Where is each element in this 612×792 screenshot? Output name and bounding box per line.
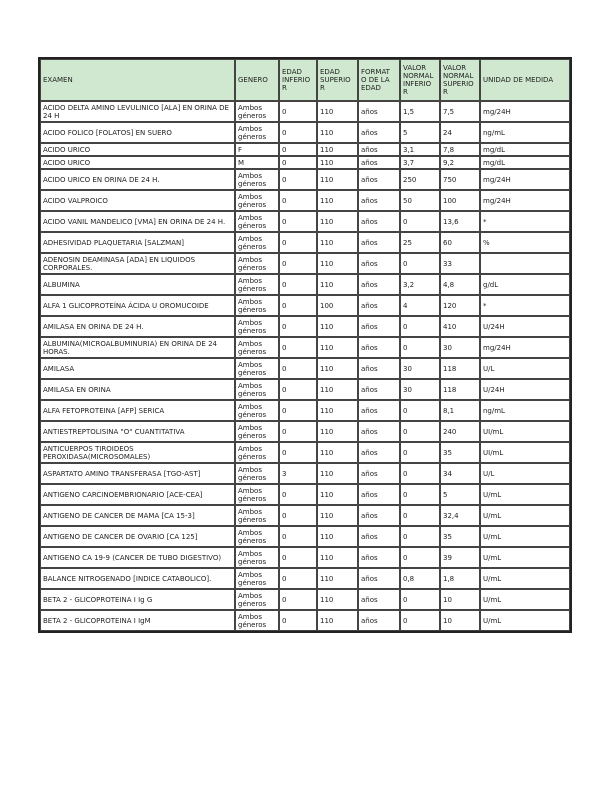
cell-edad-inferior: 0 <box>279 232 317 253</box>
table-row <box>40 547 570 568</box>
cell-valor-normal-inferior: 0 <box>400 547 440 568</box>
cell-edad-superior: 110 <box>317 589 358 610</box>
cell-edad-superior: 110 <box>317 421 358 442</box>
cell-edad-superior: 110 <box>317 232 358 253</box>
cell-formato-edad: años <box>358 547 400 568</box>
cell-valor-normal-superior: 118 <box>440 358 480 379</box>
cell-edad-inferior: 0 <box>279 442 317 463</box>
cell-unidad-medida: mg/24H <box>480 190 570 211</box>
cell-genero: Ambos géneros <box>235 337 279 358</box>
cell-edad-inferior: 3 <box>279 463 317 484</box>
column-header-edad-inferior: EDAD INFERIO R <box>279 59 317 101</box>
table-row <box>40 143 570 156</box>
cell-formato-edad: años <box>358 169 400 190</box>
cell-genero: Ambos géneros <box>235 232 279 253</box>
column-header-unidad-medida: UNIDAD DE MEDIDA <box>480 59 570 101</box>
cell-edad-superior: 110 <box>317 463 358 484</box>
cell-edad-inferior: 0 <box>279 484 317 505</box>
cell-formato-edad: años <box>358 337 400 358</box>
cell-unidad-medida: mg/24H <box>480 337 570 358</box>
cell-formato-edad: años <box>358 379 400 400</box>
cell-genero: Ambos géneros <box>235 526 279 547</box>
cell-edad-superior: 110 <box>317 274 358 295</box>
cell-valor-normal-inferior: 25 <box>400 232 440 253</box>
cell-valor-normal-superior: 410 <box>440 316 480 337</box>
cell-edad-superior: 110 <box>317 484 358 505</box>
cell-edad-inferior: 0 <box>279 274 317 295</box>
cell-edad-inferior: 0 <box>279 547 317 568</box>
cell-formato-edad: años <box>358 484 400 505</box>
cell-genero: F <box>235 143 279 156</box>
cell-edad-superior: 110 <box>317 143 358 156</box>
cell-genero: Ambos géneros <box>235 421 279 442</box>
cell-unidad-medida: UI/mL <box>480 421 570 442</box>
cell-valor-normal-inferior: 4 <box>400 295 440 316</box>
cell-edad-inferior: 0 <box>279 610 317 631</box>
cell-edad-inferior: 0 <box>279 526 317 547</box>
cell-unidad-medida: mg/dL <box>480 143 570 156</box>
column-header-examen: EXAMEN <box>40 59 235 101</box>
cell-genero: Ambos géneros <box>235 484 279 505</box>
cell-unidad-medida: U/L <box>480 358 570 379</box>
cell-valor-normal-inferior: 0 <box>400 505 440 526</box>
cell-formato-edad: años <box>358 610 400 631</box>
cell-examen: BETA 2 - GLICOPROTEINA I Ig G <box>40 589 235 610</box>
cell-valor-normal-superior: 120 <box>440 295 480 316</box>
cell-formato-edad: años <box>358 463 400 484</box>
cell-formato-edad: años <box>358 253 400 274</box>
table-row <box>40 316 570 337</box>
cell-edad-inferior: 0 <box>279 589 317 610</box>
cell-edad-inferior: 0 <box>279 337 317 358</box>
cell-formato-edad: años <box>358 295 400 316</box>
cell-edad-inferior: 0 <box>279 316 317 337</box>
cell-examen: ADENOSIN DEAMINASA [ADA] EN LIQUIDOS CORPORALES. <box>40 253 235 274</box>
cell-valor-normal-superior: 39 <box>440 547 480 568</box>
cell-examen: ACIDO URICO <box>40 156 235 169</box>
cell-genero: Ambos géneros <box>235 442 279 463</box>
table-row <box>40 505 570 526</box>
cell-unidad-medida: * <box>480 295 570 316</box>
cell-edad-superior: 110 <box>317 122 358 143</box>
table-row <box>40 400 570 421</box>
cell-formato-edad: años <box>358 101 400 122</box>
cell-examen: ANTIGENO DE CANCER DE OVARIO [CA 125] <box>40 526 235 547</box>
cell-examen: AMILASA EN ORINA <box>40 379 235 400</box>
cell-examen: ACIDO FOLICO [FOLATOS] EN SUERO <box>40 122 235 143</box>
table-row <box>40 211 570 232</box>
cell-valor-normal-inferior: 1,5 <box>400 101 440 122</box>
header-row <box>40 59 570 101</box>
cell-edad-inferior: 0 <box>279 122 317 143</box>
cell-formato-edad: años <box>358 190 400 211</box>
cell-valor-normal-inferior: 0 <box>400 610 440 631</box>
column-header-valor-normal-inferior: VALOR NORMAL INFERIO R <box>400 59 440 101</box>
cell-edad-inferior: 0 <box>279 101 317 122</box>
column-header-formato-edad: FORMAT O DE LA EDAD <box>358 59 400 101</box>
cell-unidad-medida: U/mL <box>480 589 570 610</box>
cell-formato-edad: años <box>358 589 400 610</box>
cell-unidad-medida: mg/24H <box>480 101 570 122</box>
cell-edad-inferior: 0 <box>279 295 317 316</box>
cell-valor-normal-superior: 118 <box>440 379 480 400</box>
cell-valor-normal-inferior: 50 <box>400 190 440 211</box>
cell-formato-edad: años <box>358 526 400 547</box>
table-body <box>40 101 570 631</box>
table-row <box>40 190 570 211</box>
cell-unidad-medida: U/mL <box>480 505 570 526</box>
cell-valor-normal-superior: 30 <box>440 337 480 358</box>
cell-edad-superior: 110 <box>317 526 358 547</box>
cell-examen: ALBUMINA(MICROALBUMINURIA) EN ORINA DE 24 HORAS. <box>40 337 235 358</box>
cell-valor-normal-superior: 100 <box>440 190 480 211</box>
table-row <box>40 379 570 400</box>
cell-edad-superior: 110 <box>317 169 358 190</box>
cell-examen: AMILASA <box>40 358 235 379</box>
cell-unidad-medida: U/mL <box>480 610 570 631</box>
cell-valor-normal-inferior: 3,7 <box>400 156 440 169</box>
cell-examen: AMILASA EN ORINA DE 24 H. <box>40 316 235 337</box>
cell-edad-inferior: 0 <box>279 568 317 589</box>
table-row <box>40 122 570 143</box>
cell-unidad-medida <box>480 253 570 274</box>
cell-valor-normal-superior: 10 <box>440 589 480 610</box>
table-row <box>40 421 570 442</box>
cell-examen: ASPARTATO AMINO TRANSFERASA [TGO-AST] <box>40 463 235 484</box>
cell-genero: Ambos géneros <box>235 505 279 526</box>
lab-reference-table <box>38 57 572 633</box>
cell-valor-normal-superior: 33 <box>440 253 480 274</box>
cell-valor-normal-inferior: 0 <box>400 400 440 421</box>
cell-valor-normal-superior: 8,1 <box>440 400 480 421</box>
cell-edad-superior: 110 <box>317 379 358 400</box>
cell-formato-edad: años <box>358 274 400 295</box>
cell-examen: ANTIGENO CA 19-9 (CANCER DE TUBO DIGESTIVO) <box>40 547 235 568</box>
cell-valor-normal-superior: 35 <box>440 526 480 547</box>
cell-formato-edad: años <box>358 122 400 143</box>
cell-unidad-medida: g/dL <box>480 274 570 295</box>
cell-unidad-medida: U/mL <box>480 547 570 568</box>
cell-edad-inferior: 0 <box>279 400 317 421</box>
cell-unidad-medida: ng/mL <box>480 122 570 143</box>
cell-valor-normal-superior: 7,5 <box>440 101 480 122</box>
cell-edad-superior: 110 <box>317 358 358 379</box>
cell-valor-normal-inferior: 0 <box>400 484 440 505</box>
cell-examen: ACIDO VALPROICO <box>40 190 235 211</box>
cell-edad-inferior: 0 <box>279 421 317 442</box>
cell-edad-superior: 110 <box>317 547 358 568</box>
cell-valor-normal-superior: 4,8 <box>440 274 480 295</box>
cell-genero: Ambos géneros <box>235 610 279 631</box>
cell-edad-superior: 110 <box>317 316 358 337</box>
cell-examen: ACIDO DELTA AMINO LEVULINICO [ALA] EN ORINA DE 24 H <box>40 101 235 122</box>
cell-genero: Ambos géneros <box>235 400 279 421</box>
cell-formato-edad: años <box>358 400 400 421</box>
cell-examen: ANTICUERPOS TIROIDEOS PEROXIDASA(MICROSOMALES) <box>40 442 235 463</box>
cell-valor-normal-superior: 9,2 <box>440 156 480 169</box>
cell-valor-normal-inferior: 0 <box>400 526 440 547</box>
table-row <box>40 169 570 190</box>
cell-valor-normal-inferior: 3,2 <box>400 274 440 295</box>
cell-unidad-medida: ng/mL <box>480 400 570 421</box>
cell-genero: Ambos géneros <box>235 379 279 400</box>
cell-valor-normal-inferior: 0,8 <box>400 568 440 589</box>
cell-genero: Ambos géneros <box>235 547 279 568</box>
cell-edad-superior: 110 <box>317 610 358 631</box>
cell-valor-normal-inferior: 30 <box>400 379 440 400</box>
cell-valor-normal-inferior: 3,1 <box>400 143 440 156</box>
cell-valor-normal-inferior: 0 <box>400 316 440 337</box>
cell-valor-normal-superior: 7,8 <box>440 143 480 156</box>
column-header-valor-normal-superior: VALOR NORMAL SUPERIO R <box>440 59 480 101</box>
cell-valor-normal-superior: 750 <box>440 169 480 190</box>
table-row <box>40 568 570 589</box>
cell-edad-inferior: 0 <box>279 190 317 211</box>
cell-valor-normal-superior: 1,8 <box>440 568 480 589</box>
cell-genero: Ambos géneros <box>235 589 279 610</box>
cell-examen: ANTIESTREPTOLISINA "O" CUANTITATIVA <box>40 421 235 442</box>
cell-valor-normal-superior: 60 <box>440 232 480 253</box>
column-header-edad-superior: EDAD SUPERIO R <box>317 59 358 101</box>
table-row <box>40 589 570 610</box>
table-row <box>40 358 570 379</box>
cell-unidad-medida: * <box>480 211 570 232</box>
cell-edad-superior: 100 <box>317 295 358 316</box>
cell-edad-superior: 110 <box>317 400 358 421</box>
cell-examen: ALFA FETOPROTEINA [AFP] SERICA <box>40 400 235 421</box>
cell-unidad-medida: % <box>480 232 570 253</box>
cell-formato-edad: años <box>358 568 400 589</box>
cell-unidad-medida: U/mL <box>480 526 570 547</box>
cell-valor-normal-superior: 5 <box>440 484 480 505</box>
cell-edad-inferior: 0 <box>279 253 317 274</box>
cell-genero: Ambos géneros <box>235 568 279 589</box>
cell-unidad-medida: U/L <box>480 463 570 484</box>
cell-formato-edad: años <box>358 442 400 463</box>
cell-examen: ADHESIVIDAD PLAQUETARIA [SALZMAN] <box>40 232 235 253</box>
cell-formato-edad: años <box>358 143 400 156</box>
cell-edad-inferior: 0 <box>279 156 317 169</box>
cell-unidad-medida: mg/24H <box>480 169 570 190</box>
cell-genero: M <box>235 156 279 169</box>
cell-unidad-medida: U/mL <box>480 568 570 589</box>
table-row <box>40 274 570 295</box>
cell-genero: Ambos géneros <box>235 101 279 122</box>
cell-examen: ACIDO VANIL MANDELICO [VMA] EN ORINA DE 24 H. <box>40 211 235 232</box>
cell-edad-superior: 110 <box>317 190 358 211</box>
cell-examen: ANTIGENO DE CANCER DE MAMA [CA 15-3] <box>40 505 235 526</box>
cell-valor-normal-inferior: 0 <box>400 442 440 463</box>
cell-valor-normal-inferior: 0 <box>400 463 440 484</box>
cell-valor-normal-superior: 35 <box>440 442 480 463</box>
cell-edad-superior: 110 <box>317 337 358 358</box>
table-row <box>40 253 570 274</box>
cell-edad-superior: 110 <box>317 253 358 274</box>
cell-formato-edad: años <box>358 316 400 337</box>
cell-examen: ACIDO URICO EN ORINA DE 24 H. <box>40 169 235 190</box>
cell-genero: Ambos géneros <box>235 463 279 484</box>
cell-valor-normal-inferior: 0 <box>400 337 440 358</box>
cell-formato-edad: años <box>358 421 400 442</box>
cell-examen: ACIDO URICO <box>40 143 235 156</box>
table-row <box>40 295 570 316</box>
cell-valor-normal-superior: 32,4 <box>440 505 480 526</box>
cell-edad-inferior: 0 <box>279 169 317 190</box>
cell-formato-edad: años <box>358 358 400 379</box>
cell-unidad-medida: U/24H <box>480 379 570 400</box>
table-row <box>40 156 570 169</box>
cell-edad-superior: 110 <box>317 442 358 463</box>
cell-genero: Ambos géneros <box>235 358 279 379</box>
cell-valor-normal-inferior: 30 <box>400 358 440 379</box>
table-row <box>40 232 570 253</box>
cell-edad-superior: 110 <box>317 156 358 169</box>
cell-formato-edad: años <box>358 156 400 169</box>
cell-edad-superior: 110 <box>317 101 358 122</box>
cell-edad-superior: 110 <box>317 505 358 526</box>
cell-genero: Ambos géneros <box>235 253 279 274</box>
cell-valor-normal-inferior: 0 <box>400 211 440 232</box>
cell-examen: ALBUMINA <box>40 274 235 295</box>
cell-edad-inferior: 0 <box>279 211 317 232</box>
cell-unidad-medida: U/mL <box>480 484 570 505</box>
cell-genero: Ambos géneros <box>235 316 279 337</box>
cell-valor-normal-inferior: 0 <box>400 421 440 442</box>
cell-genero: Ambos géneros <box>235 190 279 211</box>
cell-valor-normal-inferior: 0 <box>400 589 440 610</box>
cell-genero: Ambos géneros <box>235 211 279 232</box>
cell-valor-normal-inferior: 5 <box>400 122 440 143</box>
table-row <box>40 337 570 358</box>
cell-edad-superior: 110 <box>317 568 358 589</box>
cell-genero: Ambos géneros <box>235 295 279 316</box>
cell-examen: ANTIGENO CARCINOEMBRIONARIO [ACE-CEA] <box>40 484 235 505</box>
cell-edad-inferior: 0 <box>279 143 317 156</box>
cell-genero: Ambos géneros <box>235 169 279 190</box>
cell-valor-normal-superior: 24 <box>440 122 480 143</box>
table-row <box>40 463 570 484</box>
cell-valor-normal-inferior: 0 <box>400 253 440 274</box>
column-header-genero: GENERO <box>235 59 279 101</box>
cell-unidad-medida: UI/mL <box>480 442 570 463</box>
cell-edad-inferior: 0 <box>279 379 317 400</box>
cell-edad-inferior: 0 <box>279 505 317 526</box>
cell-examen: ALFA 1 GLICOPROTEÍNA ÁCIDA U OROMUCOIDE <box>40 295 235 316</box>
cell-edad-inferior: 0 <box>279 358 317 379</box>
table-header <box>40 59 570 101</box>
cell-formato-edad: años <box>358 505 400 526</box>
cell-unidad-medida: mg/dL <box>480 156 570 169</box>
cell-examen: BETA 2 - GLICOPROTEINA I IgM <box>40 610 235 631</box>
cell-valor-normal-inferior: 250 <box>400 169 440 190</box>
cell-genero: Ambos géneros <box>235 122 279 143</box>
cell-unidad-medida: U/24H <box>480 316 570 337</box>
table-row <box>40 610 570 631</box>
table-row <box>40 484 570 505</box>
cell-genero: Ambos géneros <box>235 274 279 295</box>
cell-valor-normal-superior: 10 <box>440 610 480 631</box>
cell-valor-normal-superior: 34 <box>440 463 480 484</box>
cell-edad-superior: 110 <box>317 211 358 232</box>
cell-valor-normal-superior: 13,6 <box>440 211 480 232</box>
table-row <box>40 442 570 463</box>
table-row <box>40 526 570 547</box>
cell-valor-normal-superior: 240 <box>440 421 480 442</box>
cell-formato-edad: años <box>358 232 400 253</box>
table-row <box>40 101 570 122</box>
cell-formato-edad: años <box>358 211 400 232</box>
cell-examen: BALANCE NITROGENADO [INDICE CATABOLICO]. <box>40 568 235 589</box>
